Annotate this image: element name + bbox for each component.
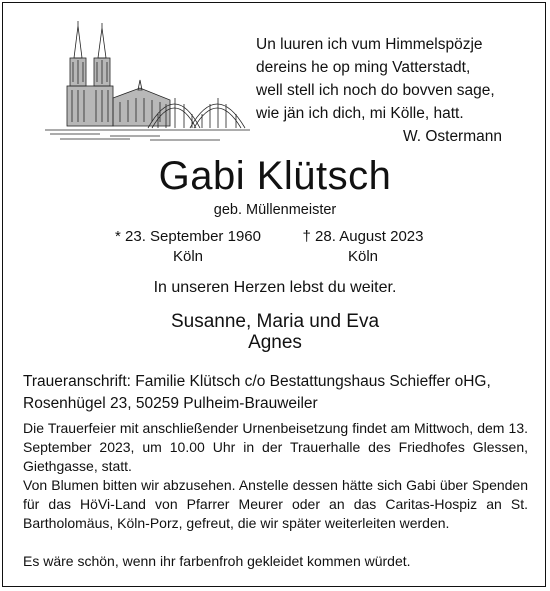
poem-line: wie jän ich dich, mi Kölle, hatt. bbox=[256, 105, 464, 122]
mourner-line: Agnes bbox=[248, 332, 302, 353]
poem-author: W. Ostermann bbox=[402, 128, 502, 145]
donation-notice: Von Blumen bitten wir abzusehen. Anstelle dessen hätte sich Gabi über Spenden für das HöVi-Land von Pfarrer Meurer oder an das Caritas-Hospiz an St. Bartholomäus, Köln-Porz, gefreut, die wir später weiterleiten werden. bbox=[23, 477, 528, 531]
deceased-name: Gabi Klütsch bbox=[158, 154, 392, 198]
poem bbox=[256, 33, 506, 148]
funeral-notice: Die Trauerfeier mit anschließender Urnenbeisetzung findet am Mittwoch, dem 13. September 2023, um 10.00 Uhr in der Trauerhalle des Friedhofes Glessen, Giethgasse, statt. bbox=[23, 420, 528, 474]
mourning-address bbox=[23, 371, 533, 415]
birth-name: geb. Müllenmeister bbox=[213, 202, 337, 218]
poem-line: Un luuren ich vum Himmelspözje bbox=[256, 36, 483, 53]
dress-notice: Es wäre schön, wenn ihr farbenfroh gekleidet kommen würdet. bbox=[23, 553, 411, 569]
mourners bbox=[0, 311, 550, 353]
cologne-cathedral-bridge-icon bbox=[40, 18, 255, 148]
birth-place: Köln bbox=[172, 248, 204, 265]
death-info bbox=[283, 227, 443, 267]
address-line: Rosenhügel 23, 50259 Pulheim-Brauweiler bbox=[23, 395, 318, 412]
poem-line: well stell ich noch do bovven sage, bbox=[256, 82, 495, 99]
motto: In unseren Herzen lebst du weiter. bbox=[153, 279, 397, 296]
mourner-line: Susanne, Maria und Eva bbox=[170, 311, 380, 332]
death-place: Köln bbox=[347, 248, 379, 265]
birth-date: * 23. September 1960 bbox=[115, 228, 261, 245]
death-date: † 28. August 2023 bbox=[302, 228, 424, 245]
address-line: Traueranschrift: Familie Klütsch c/o Bestattungshaus Schieffer oHG, bbox=[23, 373, 491, 390]
poem-line: dereins he op ming Vatterstadt, bbox=[256, 59, 471, 76]
birth-info bbox=[108, 227, 268, 267]
